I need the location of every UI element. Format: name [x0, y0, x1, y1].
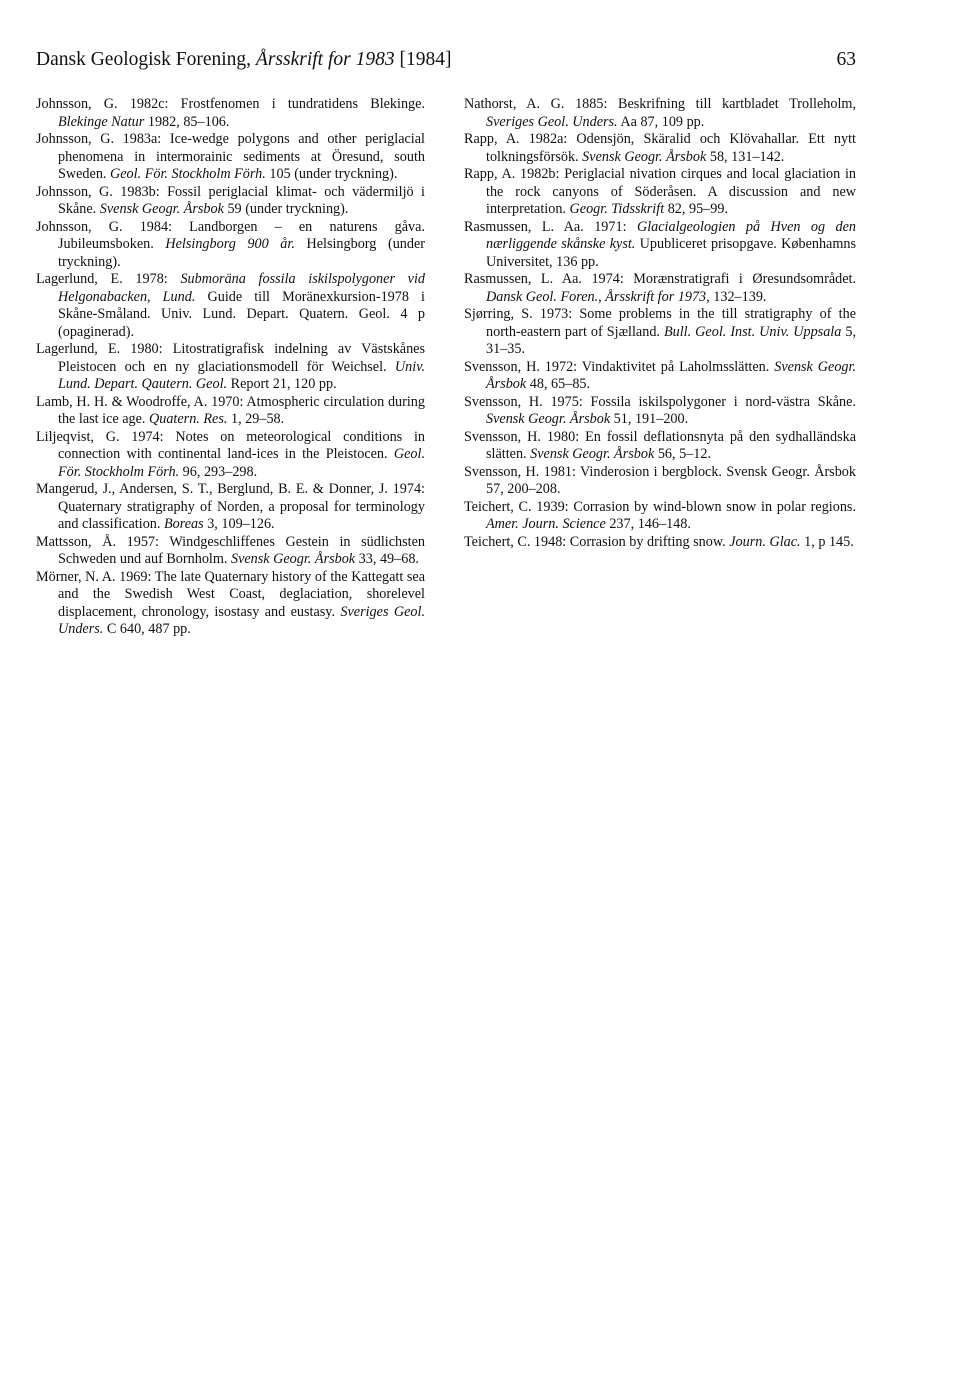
page-number: 63 — [836, 49, 856, 70]
reference-text: 56, 5–12. — [654, 446, 712, 462]
reference-text: 58, 131–142. — [706, 148, 785, 165]
reference-text: Teichert, C. 1948: Corrasion by drifting snow. — [464, 533, 730, 550]
reference-text: 3, 109–126. — [203, 516, 275, 532]
reference-italic-text: Svensk Geogr. Årsbok — [582, 148, 707, 165]
reference-entry — [464, 219, 856, 272]
reference-text: Svensson, H. 1972: Vindaktivitet på Laholmsslätten. — [464, 358, 775, 375]
reference-text: Svensson, H. 1975: Fossila iskilspolygoner i nord-västra Skåne. — [464, 393, 856, 410]
reference-text: Rapp, A. 1982a: Odensjön, Skäralid och Klövahallar. Ett nytt tolkningsförsök. — [464, 131, 856, 165]
reference-text: Rasmussen, L. Aa. 1971: — [464, 218, 637, 235]
reference-text: Rapp, A. 1982b: Periglacial nivation cirques and local glaciation in the rock canyons of Söderåsen. A discussion and new interpretation. — [464, 166, 856, 217]
reference-text: 51, 191–200. — [610, 411, 689, 427]
reference-text: 96, 293–298. — [179, 463, 258, 480]
reference-entry — [36, 394, 425, 429]
reference-text: 82, 95–99. — [664, 201, 728, 217]
reference-text: Lagerlund, E. 1978: — [36, 271, 181, 287]
reference-italic-text: Svensk Geogr. Årsbok — [486, 358, 857, 392]
reference-italic-text: Svensk Geogr. Årsbok — [99, 201, 224, 217]
reference-text: Mattsson, Å. 1957: Windgeschliffenes Gestein in südlichsten Schweden und auf Bornholm. — [36, 533, 425, 567]
references-right-column — [464, 96, 856, 551]
reference-text: Teichert, C. 1939: Corrasion by wind-blown snow in polar regions. — [464, 498, 856, 515]
reference-italic-text: Univ. Lund. Depart. Qautern. Geol. — [58, 358, 425, 392]
reference-entry — [36, 131, 425, 184]
journal-title — [36, 49, 451, 71]
reference-text: C 640, 487 pp. — [103, 621, 191, 637]
reference-entry — [36, 271, 425, 341]
reference-entry — [36, 219, 425, 272]
reference-text: 59 (under tryckning). — [223, 201, 349, 217]
reference-italic-text: Quatern. Res. — [149, 411, 228, 427]
reference-text: 237, 146–148. — [605, 516, 691, 532]
reference-entry — [464, 131, 856, 166]
reference-entry — [464, 464, 856, 499]
reference-text: Upubliceret prisopgave. Københamns Universitet, 136 pp. — [486, 236, 856, 270]
journal-volume-title: Årsskrift for 1983 — [255, 49, 395, 70]
reference-entry — [464, 306, 856, 359]
reference-italic-text: Submoräna fossila iskilspolygoner vid Helgonabacken, Lund. — [58, 271, 425, 305]
reference-italic-text: Svensk Geogr. Årsbok — [230, 551, 356, 567]
reference-entry — [36, 569, 425, 639]
reference-text: 105 (under tryckning). — [265, 166, 398, 182]
reference-text: 132–139. — [709, 288, 767, 305]
reference-italic-text: Boreas — [163, 516, 204, 532]
reference-text: Johnsson, G. 1984: Landborgen – en naturens gåva. Jubileumsboken. — [36, 218, 425, 252]
reference-text: 33, 49–68. — [355, 551, 419, 567]
reference-text: Lagerlund, E. 1980: Litostratigrafisk indelning av Västskånes Pleistocen och en ny glaciationsmodell för Weichsel. — [36, 341, 425, 375]
reference-entry — [464, 429, 856, 464]
reference-italic-text: Sveriges Geol. Unders. — [486, 113, 618, 130]
reference-italic-text: Geol. För. Stockholm Förh. — [58, 446, 425, 480]
reference-text: 1, p 145. — [800, 533, 854, 550]
reference-text: 48, 65–85. — [526, 376, 591, 392]
reference-text: Mörner, N. A. 1969: The late Quaternary history of the Kattegatt sea and the Swedish West Coast, deglaciation, shorelevel displacement, chronology, isostasy and eustasy. — [36, 568, 425, 620]
reference-text: Svensson, H. 1980: En fossil deflationsnyta på den sydhalländska slätten. — [464, 428, 856, 462]
reference-text: 1, 29–58. — [227, 411, 285, 427]
reference-text: Lamb, H. H. & Woodroffe, A. 1970: Atmospheric circulation during the last ice age. — [36, 393, 425, 427]
reference-text: 1982, 85–106. — [144, 113, 230, 130]
reference-text: Sjørring, S. 1973: Some problems in the till stratigraphy of the north-eastern part of Sjælland. — [464, 306, 856, 340]
reference-text: Svensson, H. 1981: Vinderosion i bergblock. Svensk Geogr. Årsbok 57, 200–208. — [464, 463, 856, 497]
reference-entry — [36, 429, 425, 482]
journal-prefix: Dansk Geologisk Forening, — [36, 49, 256, 70]
reference-entry — [464, 534, 856, 552]
reference-entry — [464, 166, 856, 219]
reference-entry — [36, 481, 425, 534]
reference-italic-text: Journ. Glac. — [729, 533, 801, 550]
reference-italic-text: Blekinge Natur — [58, 113, 145, 130]
reference-italic-text: Glacialgeologien på Hven og den nærliggende skånske kyst. — [486, 218, 856, 252]
reference-italic-text: Geogr. Tidsskrift — [569, 201, 665, 217]
reference-entry — [36, 534, 425, 569]
reference-entry — [464, 499, 856, 534]
reference-entry — [36, 341, 425, 394]
reference-text: Rasmussen, L. Aa. 1974: Morænstratigrafi i Øresundsområdet. — [464, 271, 856, 287]
reference-text: Helsingborg (under tryckning). — [58, 236, 425, 270]
reference-text: Johnsson, G. 1983a: Ice-wedge polygons and other periglacial phenomena in intermorainic sediments at Öresund, south Sweden. — [36, 131, 425, 182]
reference-entry — [36, 184, 425, 219]
journal-year: [1984] — [394, 49, 452, 70]
reference-italic-text: Amer. Journ. Science — [486, 516, 606, 532]
reference-text: Liljeqvist, G. 1974: Notes on meteorological conditions in connection with continental land-ices in the Pleistocen. — [36, 428, 425, 462]
reference-entry — [464, 271, 856, 306]
reference-italic-text: Bull. Geol. Inst. Univ. Uppsala — [663, 323, 842, 340]
reference-entry — [464, 394, 856, 429]
reference-text: Nathorst, A. G. 1885: Beskrifning till kartbladet Trolleholm, — [464, 96, 856, 112]
reference-italic-text: Svensk Geogr. Årsbok — [486, 411, 611, 427]
running-header — [36, 49, 856, 75]
reference-entry — [36, 96, 425, 131]
reference-italic-text: Helsingborg 900 år. — [165, 236, 295, 252]
reference-italic-text: Sveriges Geol. Unders. — [58, 603, 425, 637]
reference-text: Report 21, 120 pp. — [227, 376, 337, 392]
reference-italic-text: Dansk Geol. Foren., Årsskrift for 1973, — [486, 288, 710, 305]
reference-italic-text: Geol. För. Stockholm Förh. — [110, 166, 266, 182]
reference-italic-text: Svensk Geogr. Årsbok — [530, 446, 655, 462]
reference-text: Mangerud, J., Andersen, S. T., Berglund, B. E. & Donner, J. 1974: Quaternary stratigraphy of Norden, a proposal for terminology and classification. — [36, 481, 425, 532]
reference-text: Guide till Moränexkursion-1978 i Skåne-Småland. Univ. Lund. Depart. Quatern. Geol. 4 p (opaginerad). — [58, 288, 425, 340]
reference-text: Johnsson, G. 1982c: Frostfenomen i tundratidens Blekinge. — [36, 96, 425, 112]
reference-text: Aa 87, 109 pp. — [617, 113, 705, 130]
references-left-column — [36, 96, 425, 639]
reference-entry — [464, 96, 856, 131]
reference-text: 5, 31–35. — [486, 323, 856, 357]
reference-text: Johnsson, G. 1983b: Fossil periglacial klimat- och vädermiljö i Skåne. — [36, 183, 425, 217]
reference-entry — [464, 359, 856, 394]
